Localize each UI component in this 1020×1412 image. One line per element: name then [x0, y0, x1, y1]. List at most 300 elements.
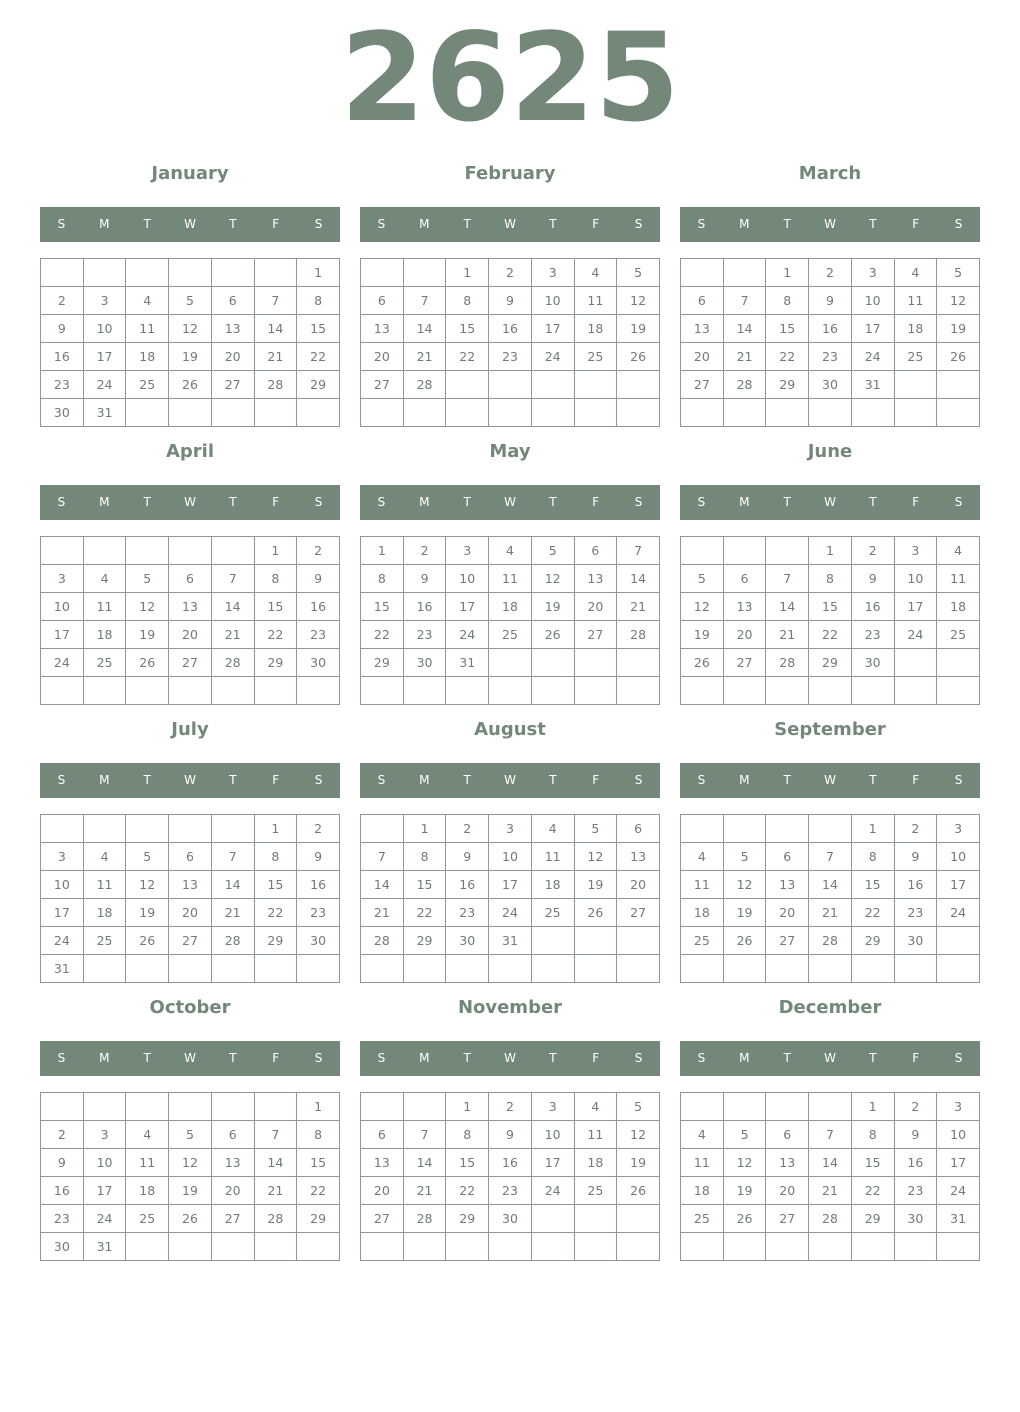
weekday-header: [360, 1041, 660, 1076]
day-cell: 29: [361, 649, 404, 677]
day-cell: 16: [894, 871, 937, 899]
day-cell: 16: [489, 1149, 532, 1177]
day-cell: 9: [894, 843, 937, 871]
day-cell: 6: [574, 537, 617, 565]
day-cell: [531, 1233, 574, 1261]
weekday-label: T: [463, 217, 471, 231]
day-cell: 15: [254, 871, 297, 899]
weekday-label: S: [377, 217, 386, 231]
day-cell: 13: [574, 565, 617, 593]
day-cell: 15: [254, 593, 297, 621]
day-cell: [211, 259, 254, 287]
day-cell: 25: [126, 1205, 169, 1233]
day-cell: 19: [126, 899, 169, 927]
day-cell: 21: [361, 899, 404, 927]
week-row: [681, 537, 980, 565]
weekday-label: S: [377, 773, 386, 787]
day-cell: [254, 1233, 297, 1261]
month-name: July: [171, 719, 209, 740]
weekday-label: T: [869, 495, 877, 509]
day-cell: 28: [254, 371, 297, 399]
day-cell: [83, 677, 126, 705]
day-cell: [41, 259, 84, 287]
day-cell: 22: [297, 1177, 340, 1205]
day-cell: 29: [403, 927, 446, 955]
day-cell: 8: [254, 565, 297, 593]
day-cell: 4: [126, 287, 169, 315]
day-cell: [531, 399, 574, 427]
week-row: [41, 259, 340, 287]
day-cell: 25: [126, 371, 169, 399]
day-cell: [531, 955, 574, 983]
day-cell: 2: [851, 537, 894, 565]
day-cell: [617, 371, 660, 399]
day-cell: 2: [489, 259, 532, 287]
week-row: [681, 371, 980, 399]
day-cell: [83, 537, 126, 565]
day-cell: 27: [766, 927, 809, 955]
week-row: [681, 1093, 980, 1121]
day-cell: 10: [937, 1121, 980, 1149]
day-cell: 5: [723, 1121, 766, 1149]
week-row: [361, 621, 660, 649]
day-cell: 30: [446, 927, 489, 955]
week-row: [41, 1149, 340, 1177]
day-cell: 23: [489, 1177, 532, 1205]
day-cell: 1: [446, 259, 489, 287]
weekday-label: T: [143, 495, 151, 509]
weekday-label: W: [504, 495, 516, 509]
day-cell: 10: [446, 565, 489, 593]
day-cell: [894, 371, 937, 399]
day-cell: 11: [126, 315, 169, 343]
weekday-label: S: [954, 1051, 963, 1065]
day-cell: 29: [254, 927, 297, 955]
day-cell: [254, 955, 297, 983]
day-cell: 7: [809, 1121, 852, 1149]
day-cell: 17: [41, 899, 84, 927]
weekday-label: S: [634, 495, 643, 509]
weekday-label: F: [912, 773, 920, 787]
weekday-label: F: [272, 217, 280, 231]
weekday-label: S: [697, 773, 706, 787]
day-cell: 17: [937, 871, 980, 899]
day-cell: 5: [617, 259, 660, 287]
day-cell: 19: [723, 899, 766, 927]
week-row: [681, 593, 980, 621]
day-cell: 20: [574, 593, 617, 621]
day-cell: [489, 399, 532, 427]
weekday-header: [360, 485, 660, 520]
day-cell: [531, 677, 574, 705]
day-cell: 7: [766, 565, 809, 593]
day-cell: [766, 955, 809, 983]
weekday-label: W: [184, 217, 196, 231]
day-cell: 24: [531, 1177, 574, 1205]
day-cell: 14: [211, 593, 254, 621]
day-cell: [211, 677, 254, 705]
day-cell: 23: [297, 621, 340, 649]
day-cell: 25: [489, 621, 532, 649]
day-cell: 27: [361, 1205, 404, 1233]
month-name: March: [798, 163, 862, 184]
weekday-label: S: [954, 217, 963, 231]
day-cell: 2: [446, 815, 489, 843]
day-cell: 10: [937, 843, 980, 871]
week-row: [681, 1177, 980, 1205]
day-cell: [851, 1233, 894, 1261]
day-cell: 17: [894, 593, 937, 621]
day-cell: 15: [446, 1149, 489, 1177]
day-cell: 16: [809, 315, 852, 343]
day-cell: 22: [851, 1177, 894, 1205]
week-row: [41, 1205, 340, 1233]
day-cell: [126, 1093, 169, 1121]
weekday-label: S: [954, 773, 963, 787]
day-cell: 28: [361, 927, 404, 955]
day-cell: 28: [809, 1205, 852, 1233]
day-cell: [83, 955, 126, 983]
day-cell: 19: [723, 1177, 766, 1205]
day-grid: [680, 814, 980, 983]
day-cell: [211, 1093, 254, 1121]
day-cell: [361, 259, 404, 287]
day-cell: 24: [531, 343, 574, 371]
day-cell: 9: [894, 1121, 937, 1149]
day-cell: [851, 677, 894, 705]
day-cell: 12: [617, 1121, 660, 1149]
day-cell: [617, 955, 660, 983]
day-cell: 9: [489, 287, 532, 315]
weekday-label: M: [419, 495, 430, 509]
day-cell: 16: [894, 1149, 937, 1177]
weekday-label: S: [634, 773, 643, 787]
day-cell: 23: [403, 621, 446, 649]
day-cell: 15: [297, 315, 340, 343]
weekday-label: M: [739, 217, 750, 231]
week-row: [361, 955, 660, 983]
day-cell: 19: [681, 621, 724, 649]
day-cell: 23: [894, 1177, 937, 1205]
day-cell: [403, 677, 446, 705]
day-cell: [574, 649, 617, 677]
day-cell: 6: [617, 815, 660, 843]
day-cell: 5: [723, 843, 766, 871]
weekday-label: M: [99, 773, 110, 787]
day-cell: 27: [723, 649, 766, 677]
day-cell: 8: [446, 1121, 489, 1149]
day-cell: 14: [254, 315, 297, 343]
day-cell: 4: [83, 565, 126, 593]
day-cell: 9: [446, 843, 489, 871]
day-cell: 12: [723, 1149, 766, 1177]
day-grid: [40, 258, 340, 427]
day-cell: 18: [894, 315, 937, 343]
week-row: [361, 677, 660, 705]
week-row: [681, 1205, 980, 1233]
weekday-label: W: [184, 495, 196, 509]
week-row: [41, 371, 340, 399]
day-cell: 30: [894, 1205, 937, 1233]
weekday-label: T: [783, 217, 791, 231]
day-cell: 26: [126, 927, 169, 955]
day-cell: 18: [681, 899, 724, 927]
month-name: December: [778, 997, 882, 1018]
week-row: [681, 955, 980, 983]
weekday-label: S: [57, 217, 66, 231]
day-cell: [41, 537, 84, 565]
day-cell: 15: [297, 1149, 340, 1177]
day-cell: [126, 1233, 169, 1261]
day-cell: 17: [446, 593, 489, 621]
weekday-label: F: [592, 773, 600, 787]
weekday-label: S: [634, 1051, 643, 1065]
day-cell: 11: [574, 1121, 617, 1149]
week-row: [41, 899, 340, 927]
day-cell: [446, 1233, 489, 1261]
day-cell: 11: [937, 565, 980, 593]
day-cell: 13: [361, 1149, 404, 1177]
month-name: November: [457, 997, 563, 1018]
day-cell: 1: [403, 815, 446, 843]
week-row: [41, 871, 340, 899]
day-cell: 24: [937, 899, 980, 927]
weekday-label: S: [697, 217, 706, 231]
weekday-label: T: [463, 495, 471, 509]
day-cell: 10: [83, 315, 126, 343]
day-cell: 4: [574, 259, 617, 287]
weekday-label: M: [99, 217, 110, 231]
day-cell: 8: [851, 1121, 894, 1149]
weekday-label: W: [824, 773, 836, 787]
day-cell: 23: [41, 371, 84, 399]
day-cell: 24: [83, 371, 126, 399]
day-cell: [723, 815, 766, 843]
day-cell: [809, 955, 852, 983]
day-cell: 6: [169, 565, 212, 593]
day-cell: 29: [851, 927, 894, 955]
weekday-label: F: [592, 217, 600, 231]
day-cell: 20: [723, 621, 766, 649]
week-row: [681, 815, 980, 843]
weekday-label: M: [739, 495, 750, 509]
day-cell: 15: [446, 315, 489, 343]
day-cell: 20: [169, 899, 212, 927]
weekday-label: S: [314, 1051, 323, 1065]
day-cell: [574, 1233, 617, 1261]
day-cell: 3: [489, 815, 532, 843]
week-row: [361, 343, 660, 371]
week-row: [681, 677, 980, 705]
day-cell: 12: [169, 315, 212, 343]
week-row: [681, 565, 980, 593]
day-cell: [446, 371, 489, 399]
day-cell: 20: [361, 1177, 404, 1205]
day-cell: 21: [617, 593, 660, 621]
month-name: October: [149, 997, 231, 1018]
day-cell: 22: [446, 1177, 489, 1205]
day-cell: [766, 1093, 809, 1121]
day-cell: 1: [297, 1093, 340, 1121]
day-cell: 27: [169, 927, 212, 955]
day-cell: 20: [681, 343, 724, 371]
day-cell: 2: [894, 815, 937, 843]
week-row: [361, 843, 660, 871]
day-cell: 26: [617, 343, 660, 371]
day-cell: 17: [851, 315, 894, 343]
week-row: [41, 815, 340, 843]
day-cell: [723, 399, 766, 427]
day-cell: [489, 955, 532, 983]
day-cell: 6: [211, 1121, 254, 1149]
day-cell: 14: [403, 1149, 446, 1177]
day-cell: 23: [851, 621, 894, 649]
day-grid: [40, 1092, 340, 1261]
week-row: [681, 621, 980, 649]
day-cell: [297, 399, 340, 427]
day-cell: 24: [851, 343, 894, 371]
day-cell: 28: [254, 1205, 297, 1233]
week-row: [361, 259, 660, 287]
day-cell: 11: [489, 565, 532, 593]
weekday-label: S: [697, 1051, 706, 1065]
day-cell: 13: [211, 315, 254, 343]
week-row: [361, 287, 660, 315]
day-cell: 10: [41, 871, 84, 899]
weekday-header: [40, 1041, 340, 1076]
weekday-label: T: [869, 1051, 877, 1065]
day-cell: [766, 1233, 809, 1261]
year-title: 2625: [340, 7, 680, 149]
day-cell: 29: [851, 1205, 894, 1233]
weekday-header: [680, 207, 980, 242]
day-cell: 9: [297, 843, 340, 871]
day-cell: [403, 399, 446, 427]
day-cell: 25: [83, 649, 126, 677]
day-cell: 6: [169, 843, 212, 871]
day-cell: 27: [574, 621, 617, 649]
day-cell: [126, 955, 169, 983]
day-cell: 26: [617, 1177, 660, 1205]
day-cell: 2: [297, 537, 340, 565]
month-name: May: [489, 441, 531, 462]
day-cell: 8: [297, 287, 340, 315]
day-cell: [361, 399, 404, 427]
weekday-header: [680, 763, 980, 798]
day-cell: 17: [531, 315, 574, 343]
day-cell: 11: [681, 1149, 724, 1177]
week-row: [681, 1121, 980, 1149]
day-cell: 12: [169, 1149, 212, 1177]
weekday-label: S: [57, 773, 66, 787]
day-cell: 6: [723, 565, 766, 593]
day-cell: 18: [126, 343, 169, 371]
day-cell: 31: [83, 399, 126, 427]
week-row: [41, 565, 340, 593]
day-cell: 9: [809, 287, 852, 315]
day-cell: 29: [254, 649, 297, 677]
day-cell: 24: [446, 621, 489, 649]
day-cell: 29: [446, 1205, 489, 1233]
day-cell: [403, 955, 446, 983]
day-cell: 30: [403, 649, 446, 677]
day-cell: 10: [851, 287, 894, 315]
day-cell: 28: [809, 927, 852, 955]
day-grid: [360, 536, 660, 705]
day-cell: [169, 677, 212, 705]
day-cell: 24: [489, 899, 532, 927]
day-grid: [40, 536, 340, 705]
day-cell: [574, 955, 617, 983]
day-cell: 4: [489, 537, 532, 565]
day-cell: 3: [937, 1093, 980, 1121]
day-cell: [574, 1205, 617, 1233]
day-cell: 11: [126, 1149, 169, 1177]
day-cell: 3: [894, 537, 937, 565]
day-cell: 3: [531, 259, 574, 287]
week-row: [41, 927, 340, 955]
day-cell: 8: [297, 1121, 340, 1149]
weekday-label: S: [57, 1051, 66, 1065]
day-cell: 20: [766, 899, 809, 927]
day-cell: 5: [531, 537, 574, 565]
weekday-label: M: [99, 1051, 110, 1065]
weekday-label: W: [504, 773, 516, 787]
week-row: [41, 399, 340, 427]
day-cell: 20: [169, 621, 212, 649]
week-row: [681, 871, 980, 899]
week-row: [41, 1233, 340, 1261]
weekday-label: T: [549, 495, 557, 509]
day-cell: [574, 399, 617, 427]
day-cell: 22: [254, 899, 297, 927]
weekday-label: T: [549, 1051, 557, 1065]
weekday-label: S: [377, 1051, 386, 1065]
weekday-label: W: [184, 1051, 196, 1065]
day-cell: 21: [723, 343, 766, 371]
month-name: June: [807, 441, 853, 462]
day-cell: [766, 537, 809, 565]
day-cell: [937, 649, 980, 677]
day-cell: 6: [361, 287, 404, 315]
day-cell: 2: [403, 537, 446, 565]
day-cell: 2: [489, 1093, 532, 1121]
day-cell: [617, 927, 660, 955]
day-cell: 18: [531, 871, 574, 899]
day-cell: [254, 677, 297, 705]
day-cell: 13: [211, 1149, 254, 1177]
day-cell: [617, 399, 660, 427]
weekday-label: W: [184, 773, 196, 787]
day-cell: 11: [574, 287, 617, 315]
day-cell: 11: [83, 871, 126, 899]
weekday-label: M: [419, 1051, 430, 1065]
week-row: [41, 537, 340, 565]
day-cell: 16: [41, 1177, 84, 1205]
weekday-label: F: [272, 773, 280, 787]
day-cell: 19: [617, 315, 660, 343]
day-cell: 29: [297, 371, 340, 399]
day-cell: 10: [489, 843, 532, 871]
day-cell: 21: [211, 621, 254, 649]
weekday-label: W: [504, 217, 516, 231]
day-cell: 13: [681, 315, 724, 343]
day-cell: 15: [361, 593, 404, 621]
day-cell: 12: [681, 593, 724, 621]
day-cell: 3: [937, 815, 980, 843]
day-cell: [169, 399, 212, 427]
day-cell: [894, 649, 937, 677]
